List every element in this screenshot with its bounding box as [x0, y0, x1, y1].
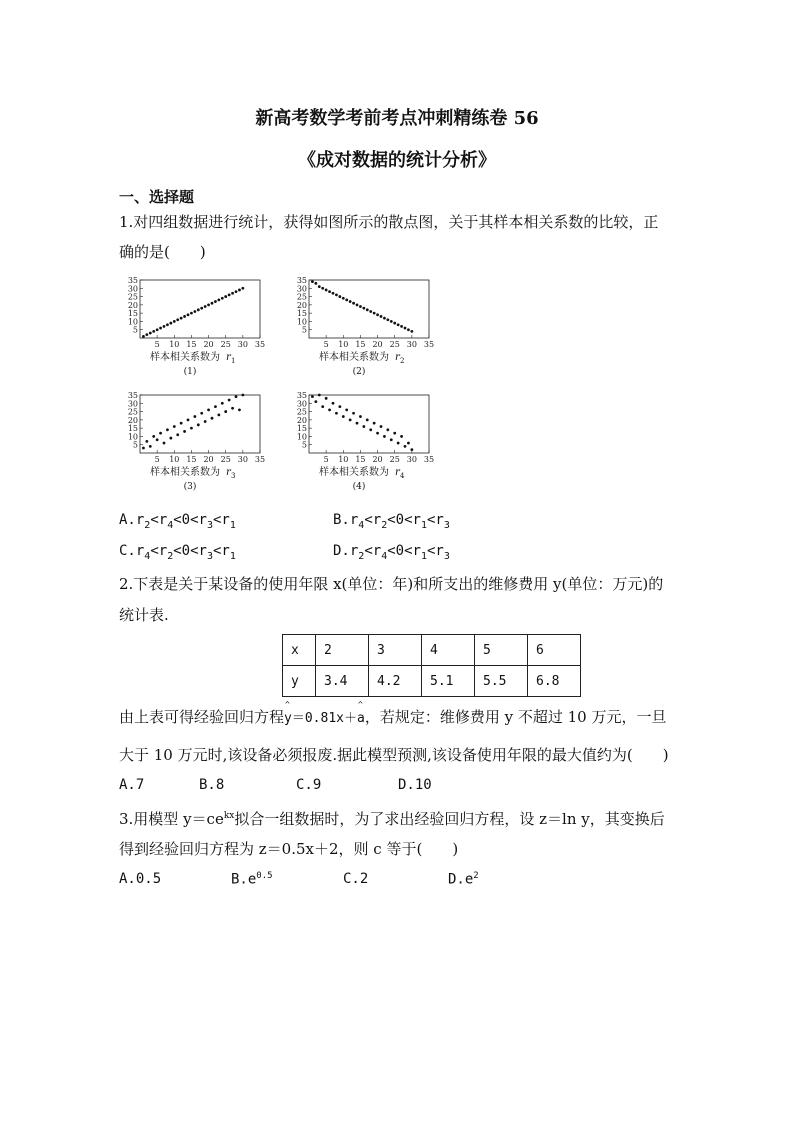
x-tick-label: 20 [372, 455, 383, 464]
data-point [332, 292, 335, 295]
data-point [235, 290, 238, 293]
data-point [311, 280, 314, 283]
y-tick-label: 20 [296, 415, 307, 425]
plot-caption-subscript: 1 [231, 357, 236, 365]
y-tick-label: 10 [296, 432, 307, 442]
section-heading: 一、选择题 [119, 188, 195, 206]
data-point [197, 308, 200, 311]
data-point [142, 447, 145, 450]
data-point [173, 425, 176, 428]
data-point [407, 442, 410, 445]
data-point [359, 305, 362, 308]
data-point [183, 430, 186, 433]
q3-text-b: 拟合一组数据时，为了求出经验回归方程，设 z＝ln y，其变换后 [234, 810, 665, 828]
plot-frame [140, 395, 260, 453]
plot-number: (1) [183, 367, 197, 377]
y-tick-label: 5 [301, 440, 307, 450]
data-point [366, 418, 369, 421]
plot-caption-symbol: r [226, 352, 231, 363]
y-tick-label: 25 [296, 292, 307, 302]
data-point [335, 412, 338, 415]
table-cell: 3 [369, 635, 422, 666]
plot-caption-subscript: 2 [400, 357, 405, 365]
data-point [410, 448, 413, 451]
plot-caption-subscript: 3 [231, 472, 236, 480]
table-cell: 5 [475, 635, 528, 666]
data-point [393, 322, 396, 325]
table-cell: 5.5 [475, 666, 528, 697]
y-tick-label: 20 [296, 300, 307, 310]
data-point [318, 285, 321, 288]
y-tick-label: 35 [127, 276, 138, 285]
table-cell: 4 [422, 635, 475, 666]
data-point [156, 328, 159, 331]
table-cell: 3.4 [316, 666, 369, 697]
x-tick-label: 5 [323, 455, 329, 464]
data-point [400, 435, 403, 438]
q2-option-b[interactable]: B.8 [199, 777, 225, 793]
x-tick-label: 25 [220, 340, 231, 349]
q3-option-b-exp: 0.5 [256, 871, 273, 881]
data-point [352, 302, 355, 305]
q3-option-d-base: D.e [448, 871, 474, 888]
data-point [211, 417, 214, 420]
x-tick-label: 10 [338, 455, 349, 464]
data-point [335, 294, 338, 297]
q2-text-b: ，若规定：维修费用 y 不超过 10 万元，一旦 [364, 708, 667, 726]
table-cell: 4.2 [369, 666, 422, 697]
data-point [321, 287, 324, 290]
plot-caption: 样本相关系数为 [319, 467, 389, 478]
q2-stem-line2: 统计表. [119, 606, 169, 624]
data-point [338, 295, 341, 298]
data-point [207, 303, 210, 306]
data-point [373, 312, 376, 315]
data-point [390, 438, 393, 441]
q2-eq-y: ^ y [284, 711, 292, 726]
plot-frame [309, 280, 429, 338]
q2-eq-a: ^ a [357, 711, 365, 726]
q2-text-a: 由上表可得经验回归方程 [119, 708, 285, 726]
data-point [338, 405, 341, 408]
q2-option-d[interactable]: D.10 [398, 777, 432, 793]
scatter-plot-2 [287, 276, 437, 386]
y-tick-label: 10 [127, 432, 138, 442]
data-point [193, 310, 196, 313]
x-tick-label: 10 [169, 340, 180, 349]
x-tick-label: 5 [323, 340, 329, 349]
data-point [228, 399, 231, 402]
data-point [231, 407, 234, 410]
data-point [314, 400, 317, 403]
data-point [356, 303, 359, 306]
table-header-x: x [283, 635, 316, 666]
data-point [356, 422, 359, 425]
x-tick-label: 30 [237, 340, 248, 349]
q3-option-a[interactable]: A.0.5 [119, 871, 162, 887]
data-point [193, 415, 196, 418]
data-point [156, 438, 159, 441]
data-point [342, 297, 345, 300]
q3-text-a: 3.用模型 y＝ce [119, 810, 224, 828]
y-tick-label: 35 [296, 391, 307, 400]
y-tick-label: 15 [127, 424, 138, 434]
data-point [152, 330, 155, 333]
data-point [390, 320, 393, 323]
table-header-y: y [283, 666, 316, 697]
data-point [176, 433, 179, 436]
plot-caption: 样本相关系数为 [319, 352, 389, 363]
y-tick-label: 25 [127, 292, 138, 302]
data-point [190, 312, 193, 315]
q3-stem-line1 [119, 808, 665, 829]
data-point [183, 315, 186, 318]
x-tick-label: 15 [355, 455, 366, 464]
data-point [314, 282, 317, 285]
y-tick-label: 30 [127, 284, 138, 294]
q1-option-a[interactable]: $A.r_2<r_4<0<r_3<r_1$ [119, 512, 236, 531]
data-point [369, 310, 372, 313]
data-point [152, 435, 155, 438]
data-point [163, 442, 166, 445]
data-point [362, 307, 365, 310]
data-point [187, 418, 190, 421]
data-point [311, 395, 314, 398]
x-tick-label: 20 [203, 340, 214, 349]
data-point [386, 318, 389, 321]
data-point [204, 420, 207, 423]
x-tick-label: 30 [237, 455, 248, 464]
data-point [166, 323, 169, 326]
data-point [380, 315, 383, 318]
y-tick-label: 35 [127, 391, 138, 400]
data-point [145, 333, 148, 336]
x-tick-label: 35 [254, 340, 266, 349]
y-tick-label: 30 [296, 399, 307, 409]
y-tick-label: 15 [296, 309, 307, 319]
data-point [383, 317, 386, 320]
x-tick-label: 5 [154, 340, 160, 349]
data-point [228, 294, 231, 297]
data-point [359, 415, 362, 418]
data-point [407, 328, 410, 331]
x-tick-label: 35 [423, 340, 435, 349]
data-point [241, 394, 244, 397]
y-tick-label: 25 [296, 407, 307, 417]
data-point [349, 418, 352, 421]
data-point [376, 313, 379, 316]
data-point [221, 402, 224, 405]
q2-eq-mid: ＝0.81x＋ [291, 711, 357, 726]
y-tick-label: 5 [301, 325, 307, 335]
plot-caption-symbol: r [226, 467, 231, 478]
data-point [325, 397, 328, 400]
data-point [159, 432, 162, 435]
q1-stem-line1: 1.对四组数据进行统计，获得如图所示的散点图，关于其样本相关系数的比较，正 [119, 213, 659, 231]
data-point [180, 422, 183, 425]
x-tick-label: 25 [220, 455, 231, 464]
x-tick-label: 25 [389, 455, 400, 464]
maintenance-table [282, 634, 581, 697]
table-cell: 6 [528, 635, 581, 666]
q1-option-c[interactable]: $C.r_4<r_2<0<r_3<r_1$ [119, 543, 236, 562]
data-point [180, 317, 183, 320]
data-point [369, 428, 372, 431]
y-tick-label: 10 [127, 317, 138, 327]
table-row-y [283, 666, 581, 697]
table-cell: 2 [316, 635, 369, 666]
data-point [241, 287, 244, 290]
data-point [163, 325, 166, 328]
q3-option-d[interactable] [448, 871, 479, 888]
data-point [145, 440, 148, 443]
data-point [397, 442, 400, 445]
data-point [404, 445, 407, 448]
data-point [235, 395, 238, 398]
data-point [362, 425, 365, 428]
x-tick-label: 20 [203, 455, 214, 464]
data-point [169, 322, 172, 325]
scatter-plot-4 [287, 391, 437, 501]
y-tick-label: 20 [127, 300, 138, 310]
data-point [200, 307, 203, 310]
data-point [325, 289, 328, 292]
data-point [366, 308, 369, 311]
plot-number: (2) [352, 367, 366, 377]
data-point [217, 413, 220, 416]
y-tick-label: 15 [127, 309, 138, 319]
data-point [342, 415, 345, 418]
x-tick-label: 30 [406, 340, 417, 349]
data-point [176, 318, 179, 321]
data-point [328, 409, 331, 412]
data-point [328, 290, 331, 293]
data-point [373, 422, 376, 425]
plot-caption-symbol: r [395, 352, 400, 363]
data-point [197, 423, 200, 426]
data-point [173, 320, 176, 323]
y-tick-label: 30 [127, 399, 138, 409]
plot-caption: 样本相关系数为 [150, 352, 220, 363]
q2-option-c[interactable]: C.9 [296, 777, 322, 793]
data-point [224, 295, 227, 298]
data-point [169, 437, 172, 440]
q3-stem-line2: 得到经验回归方程为 z＝0.5x＋2，则 c 等于( ) [119, 840, 459, 858]
plot-number: (4) [352, 482, 366, 492]
data-point [214, 405, 217, 408]
x-tick-label: 30 [406, 455, 417, 464]
scatter-plot-1 [118, 276, 268, 386]
x-tick-label: 20 [372, 340, 383, 349]
data-point [190, 427, 193, 430]
plot-caption-symbol: r [395, 467, 400, 478]
q3-option-b[interactable] [231, 871, 273, 888]
y-tick-label: 20 [127, 415, 138, 425]
plot-number: (3) [183, 482, 197, 492]
y-tick-label: 15 [296, 424, 307, 434]
q3-option-b-base: B.e [231, 871, 257, 888]
q2-stem-line1: 2.下表是关于某设备的使用年限 x(单位：年)和所支出的维修费用 y(单位：万元)的 [119, 575, 664, 593]
data-point [410, 330, 413, 333]
table-row-x [283, 635, 581, 666]
data-point [380, 425, 383, 428]
data-point [345, 409, 348, 412]
x-tick-label: 15 [186, 455, 197, 464]
scatter-plot-3 [118, 391, 268, 501]
table-cell: 5.1 [422, 666, 475, 697]
data-point [187, 313, 190, 316]
y-tick-label: 35 [296, 276, 307, 285]
y-tick-label: 5 [132, 325, 138, 335]
data-point [332, 402, 335, 405]
x-tick-label: 15 [186, 340, 197, 349]
x-tick-label: 25 [389, 340, 400, 349]
data-point [142, 335, 145, 338]
data-point [238, 289, 241, 292]
data-point [166, 428, 169, 431]
table-cell: 6.8 [528, 666, 581, 697]
q1-option-d[interactable]: $D.r_2<r_4<0<r_1<r_3$ [333, 543, 450, 562]
data-point [345, 298, 348, 301]
data-point [383, 435, 386, 438]
plot-frame [309, 395, 429, 453]
data-point [231, 292, 234, 295]
page-title: 新高考数学考前考点冲刺精练卷 56 [255, 108, 539, 129]
y-tick-label: 25 [127, 407, 138, 417]
data-point [321, 405, 324, 408]
data-point [349, 300, 352, 303]
data-point [318, 394, 321, 397]
data-point [207, 409, 210, 412]
x-tick-label: 5 [154, 455, 160, 464]
data-point [376, 432, 379, 435]
data-point [221, 297, 224, 300]
data-point [224, 410, 227, 413]
q3-option-d-exp: 2 [473, 871, 479, 881]
data-point [214, 300, 217, 303]
y-tick-label: 30 [296, 284, 307, 294]
data-point [211, 302, 214, 305]
x-tick-label: 15 [355, 340, 366, 349]
plot-caption-subscript: 4 [400, 472, 405, 480]
data-point [149, 332, 152, 335]
data-point [149, 445, 152, 448]
x-tick-label: 35 [423, 455, 435, 464]
data-point [352, 412, 355, 415]
y-tick-label: 10 [296, 317, 307, 327]
q1-option-b[interactable]: $B.r_4<r_2<0<r_1<r_3$ [333, 512, 450, 531]
q2-stem-line4: 大于 10 万元时,该设备必须报废.据此模型预测,该设备使用年限的最大值约为( ) [119, 746, 669, 764]
x-tick-label: 10 [338, 340, 349, 349]
plot-caption: 样本相关系数为 [150, 467, 220, 478]
q1-stem-line2: 确的是( ) [119, 243, 206, 261]
y-tick-label: 5 [132, 440, 138, 450]
data-point [397, 323, 400, 326]
data-point [400, 325, 403, 328]
data-point [200, 412, 203, 415]
data-point [393, 432, 396, 435]
data-point [404, 327, 407, 330]
q2-option-a[interactable]: A.7 [119, 777, 145, 793]
q3-exponent: kx [223, 811, 235, 821]
data-point [159, 327, 162, 330]
data-point [386, 428, 389, 431]
q3-option-c[interactable]: C.2 [343, 871, 369, 887]
data-point [238, 409, 241, 412]
data-point [217, 298, 220, 301]
x-tick-label: 10 [169, 455, 180, 464]
page-subtitle: 《成对数据的统计分析》 [298, 150, 496, 171]
x-tick-label: 35 [254, 455, 266, 464]
data-point [204, 305, 207, 308]
q2-stem-line3 [119, 706, 666, 727]
